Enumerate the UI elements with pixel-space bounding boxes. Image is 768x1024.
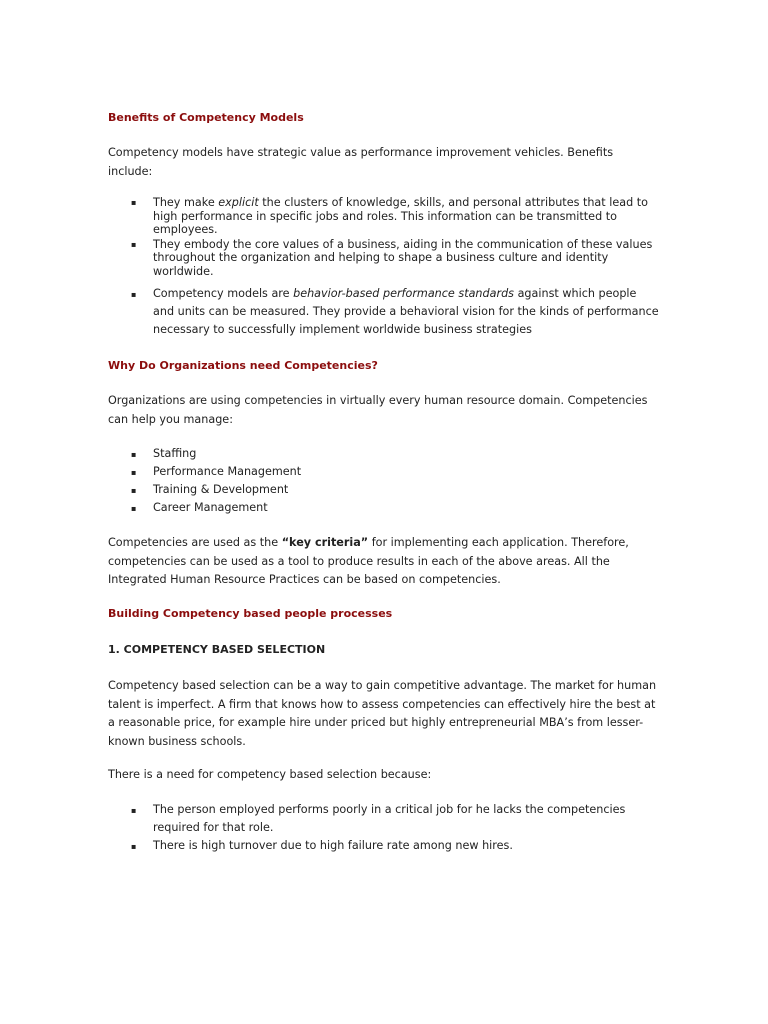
bullet-icon: ▪ (131, 504, 137, 513)
need-paragraph: There is a need for competency based selection because: (108, 768, 432, 781)
why-intro: Organizations are using competencies in virtually every human resource domain. Competencies can help you manage: (108, 394, 648, 426)
bullet-icon: ▪ (131, 486, 137, 495)
list-item: ▪ Training & Development (108, 481, 660, 499)
benefits-heading: Benefits of Competency Models (108, 111, 304, 124)
benefits-list (108, 196, 660, 279)
benefits-intro: Competency models have strategic value as performance improvement vehicles. Benefits include: (108, 146, 614, 178)
bullet-icon: ▪ (131, 450, 137, 459)
building-heading: Building Competency based people processes (108, 607, 393, 620)
list-item: ▪ They make explicit the clusters of knowledge, skills, and personal attributes that lead to high performance in specific jobs and roles. This information can be transmitted to employees. (131, 196, 648, 236)
list-item: ▪ There is high turnover due to high failure rate among new hires. (108, 837, 660, 855)
bullet-icon: ▪ (131, 239, 137, 249)
need-list (108, 801, 660, 855)
list-item: ▪ They embody the core values of a business, aiding in the communication of these values throughout the organization and helping to shape a business culture and identity worldwide. (131, 237, 653, 278)
list-item: ▪ The person employed performs poorly in a critical job for he lacks the competencies required for that role. (131, 803, 626, 834)
list-item: ▪ Competency models are behavior-based performance standards against which people and units can be measured. They provide a behavioral vision for the kinds of performance necessary to successfully implement worldwide business strategies (131, 287, 659, 336)
selection-subheading: 1. COMPETENCY BASED SELECTION (108, 643, 326, 656)
benefits-list-continued (108, 285, 660, 339)
bullet-icon: ▪ (131, 842, 137, 851)
key-criteria-paragraph: Competencies are used as the “key criteria” for implementing each application. Therefore, competencies can be used as a tool to produce results in each of the above areas. All the Integrated Human Resource Practices can be based on competencies. (108, 536, 629, 586)
list-item: ▪ Performance Management (108, 463, 660, 481)
bullet-icon: ▪ (131, 468, 137, 477)
bullet-icon: ▪ (131, 806, 137, 815)
manage-list (108, 445, 660, 517)
list-item: ▪ Staffing (108, 445, 660, 463)
list-item: ▪ Career Management (108, 499, 660, 517)
selection-paragraph: Competency based selection can be a way to gain competitive advantage. The market for human talent is imperfect. A firm that knows how to assess competencies can effectively hire the best at a reasonable price, for example hire under priced but highly entrepreneurial MBA’s from lesser-known business schools. (108, 679, 657, 748)
bullet-icon: ▪ (131, 198, 137, 207)
why-heading: Why Do Organizations need Competencies? (108, 359, 378, 372)
bullet-icon: ▪ (131, 290, 137, 299)
